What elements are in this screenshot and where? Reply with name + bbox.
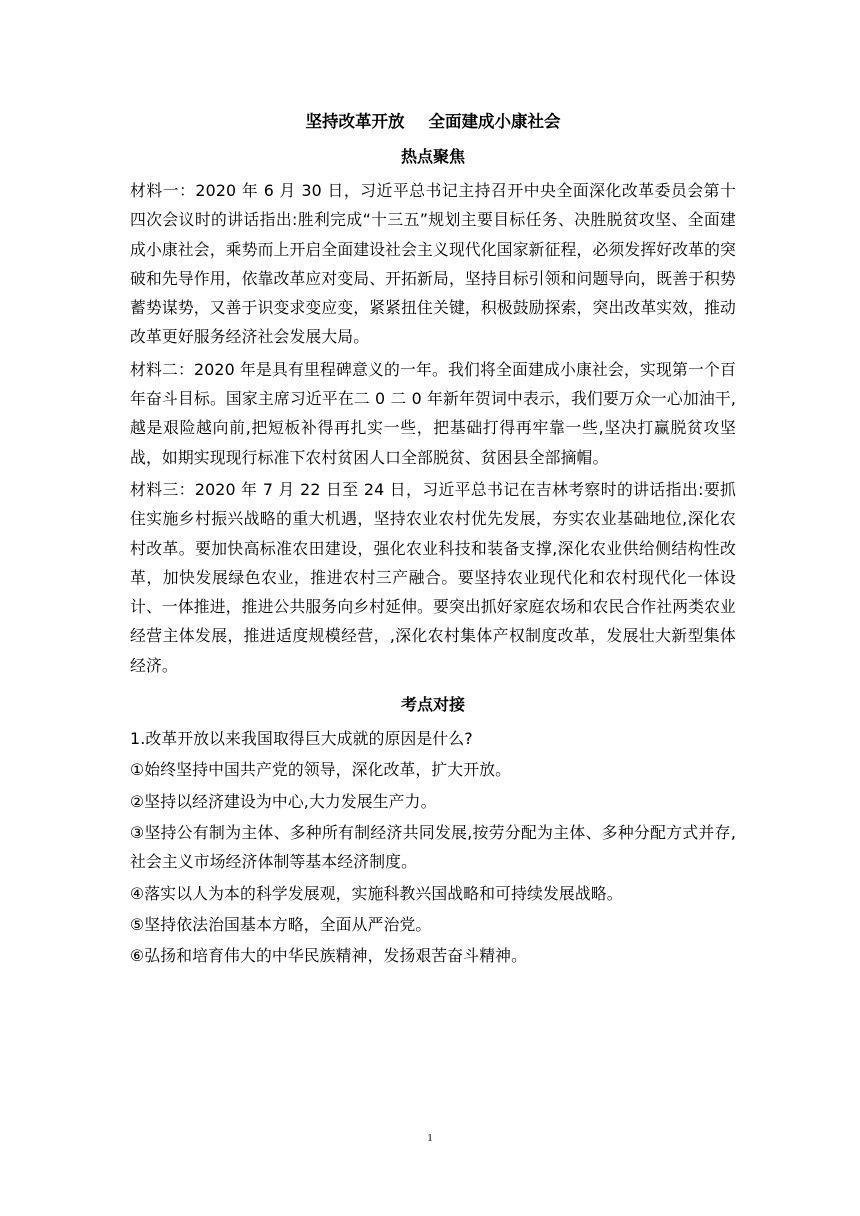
answer-item: ⑥弘扬和培育伟大的中华民族精神，发扬艰苦奋斗精神。: [130, 946, 528, 966]
material-one: 材料一：2020 年 6 月 30 日，习近平总书记主持召开中央全面深化改革委员会第十四次会议时的讲话指出:胜利完成“十三五”规划主要目标任务、决胜脱贫攻坚、全面建成小康社会，乘势而上开启全面建设社会主义现代化国家新征程，必须发挥好改革的突破和先导作用，依靠改革应对变局、开拓新局，坚持目标引领和问题导向，既善于积势蓄势谋势，又善于识变求变应变，紧紧扭住关键，积极鼓励探索，突出改革实效，推动改革更好服务经济社会发展大局。: [130, 181, 736, 347]
section-heading-exam-points: 考点对接: [400, 695, 465, 715]
answer-item: ⑤坚持依法治国基本方略，全面从严治党。: [130, 914, 432, 934]
answer-item: ③坚持公有制为主体、多种所有制经济共同发展,按劳分配为主体、多种分配方式并存,社会主义市场经济体制等基本经济制度。: [130, 822, 736, 872]
page-number: 1: [427, 1132, 433, 1144]
title-part-1: 坚持改革开放: [305, 112, 405, 131]
material-two: 材料二：2020 年是具有里程碑意义的一年。我们将全面建成小康社会，实现第一个百年奋斗目标。国家主席习近平在二 0 二 0 年新年贺词中表示，我们要万众一心加油干,越是艰险越向前,把短板补得再扎实一些，把基础打得再牢靠一些,坚决打赢脱贫攻坚战，如期实现现行标准下农村贫困人口全部脱贫、贫困县全部摘帽。: [130, 359, 736, 467]
question-1: 1.改革开放以来我国取得巨大成就的原因是什么?: [130, 729, 473, 749]
document-title: [130, 108, 736, 136]
answer-item: ②坚持以经济建设为中心,大力发展生产力。: [130, 791, 437, 811]
answer-item: ①始终坚持中国共产党的领导，深化改革，扩大开放。: [130, 760, 512, 780]
section-heading-hotspot: 热点聚焦: [400, 147, 465, 166]
answer-list: [130, 724, 736, 970]
answer-item: ④落实以人为本的科学发展观，实施科教兴国战略和可持续发展战略。: [130, 883, 623, 903]
page-content: [130, 108, 736, 972]
title-part-2: 全面建成小康社会: [428, 112, 561, 131]
material-three: 材料三：2020 年 7 月 22 日至 24 日，习近平总书记在吉林考察时的讲话指出:要抓住实施乡村振兴战略的重大机遇，坚持农业农村优先发展，夯实农业基础地位,深化农村改革。要加快高标准农田建设，强化农业科技和装备支撑,深化农业供给侧结构性改革，加快发展绿色农业，推进农村三产融合。要坚持农业现代化和农村现代化一体设计、一体推进，推进公共服务向乡村延伸。要突出抓好家庭农场和农民合作社两类农业经营主体发展，推进适度规模经营，,深化农村集体产权制度改革，发展壮大新型集体经济。: [130, 479, 736, 675]
